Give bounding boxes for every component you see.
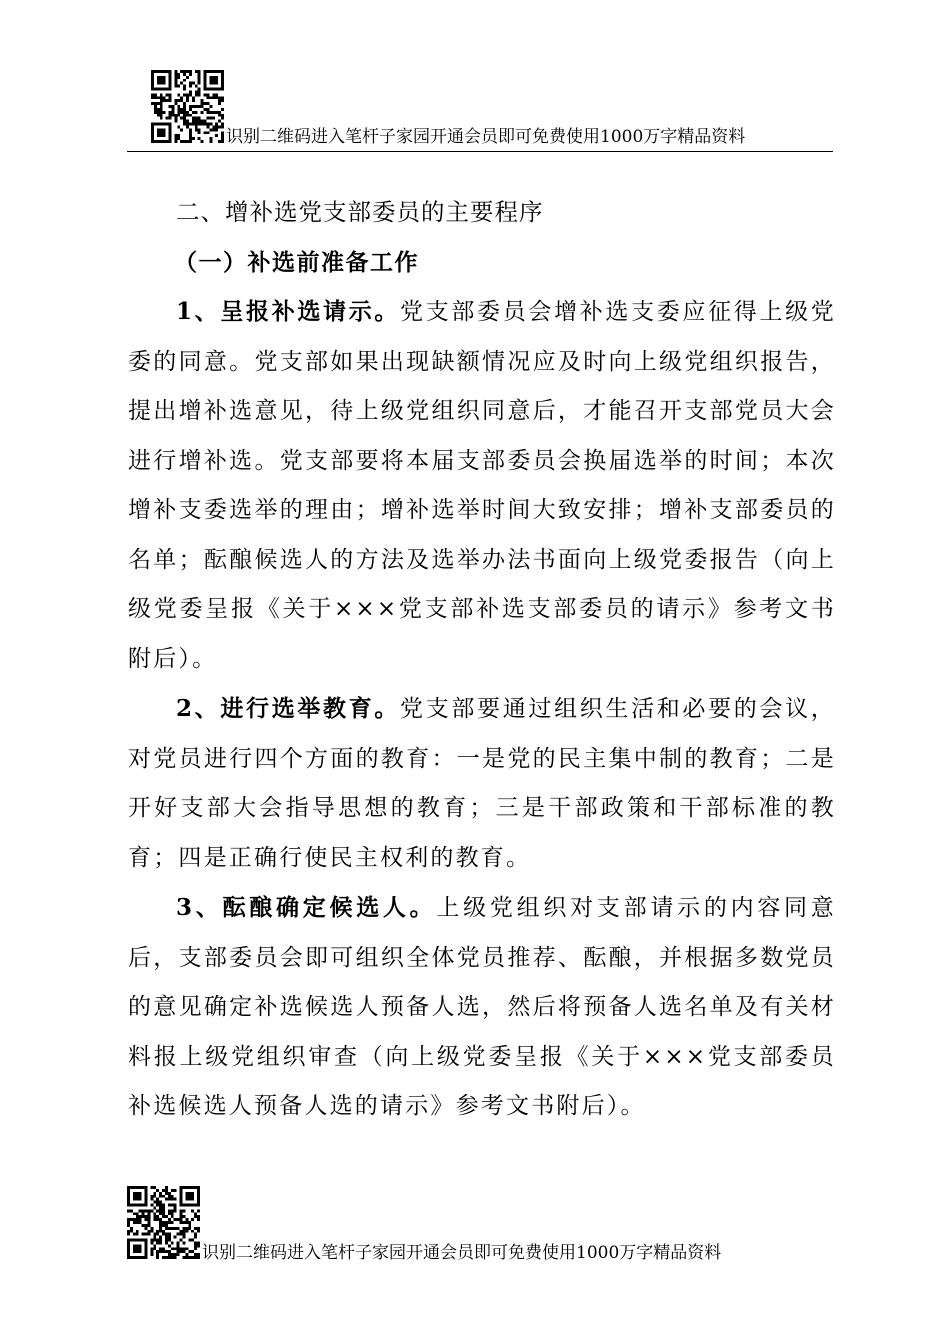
- paragraph-lead: 1、呈报补选请示。: [176, 298, 401, 325]
- document-body: [128, 188, 836, 1132]
- header-divider: [127, 151, 833, 152]
- section-title: 二、增补选党支部委员的主要程序: [176, 198, 544, 226]
- subsection-title: （一）补选前准备工作: [174, 248, 419, 276]
- qr-code-icon: [151, 70, 224, 143]
- footer-banner-text: 识别二维码进入笔杆子家园开通会员即可免费使用1000万字精品资料: [202, 1243, 722, 1263]
- paragraph-1: [128, 287, 836, 684]
- paragraph-body: 党支部要通过组织生活和必要的会议，对党员进行四个方面的教育：一是党的民主集中制的教育；二是开好支部大会指导思想的教育；三是干部政策和干部标准的教育；四是正确行使民主权利的教育。: [128, 696, 836, 871]
- paragraph-2: [128, 684, 836, 883]
- paragraph-3: [128, 883, 836, 1132]
- paragraph-lead: 2、进行选举教育。: [176, 695, 401, 722]
- paragraph-lead: 3、酝酿确定候选人。: [176, 894, 437, 921]
- paragraph-body: 上级党组织对支部请示的内容同意后，支部委员会即可组织全体党员推荐、酝酿，并根据多数党员的意见确定补选候选人预备人选，然后将预备人选名单及有关材料报上级党组织审查（向上级党委呈报《关于×××党支部委员补选候选人预备人选的请示》参考文书附后）。: [128, 895, 836, 1119]
- paragraph-body: 党支部委员会增补选支委应征得上级党委的同意。党支部如果出现缺额情况应及时向上级党组织报告，提出增补选意见，待上级党组织同意后，才能召开支部党员大会进行增补选。党支部要将本届支部委员会换届选举的时间；本次增补支委选举的理由；增补选举时间大致安排；增补支部委员的名单；酝酿候选人的方法及选举办法书面向上级党委报告（向上级党委呈报《关于×××党支部补选支部委员的请示》参考文书附后）。: [128, 299, 836, 672]
- qr-code-icon: [127, 1186, 200, 1259]
- header-banner-text: 识别二维码进入笔杆子家园开通会员即可免费使用1000万字精品资料: [226, 127, 746, 147]
